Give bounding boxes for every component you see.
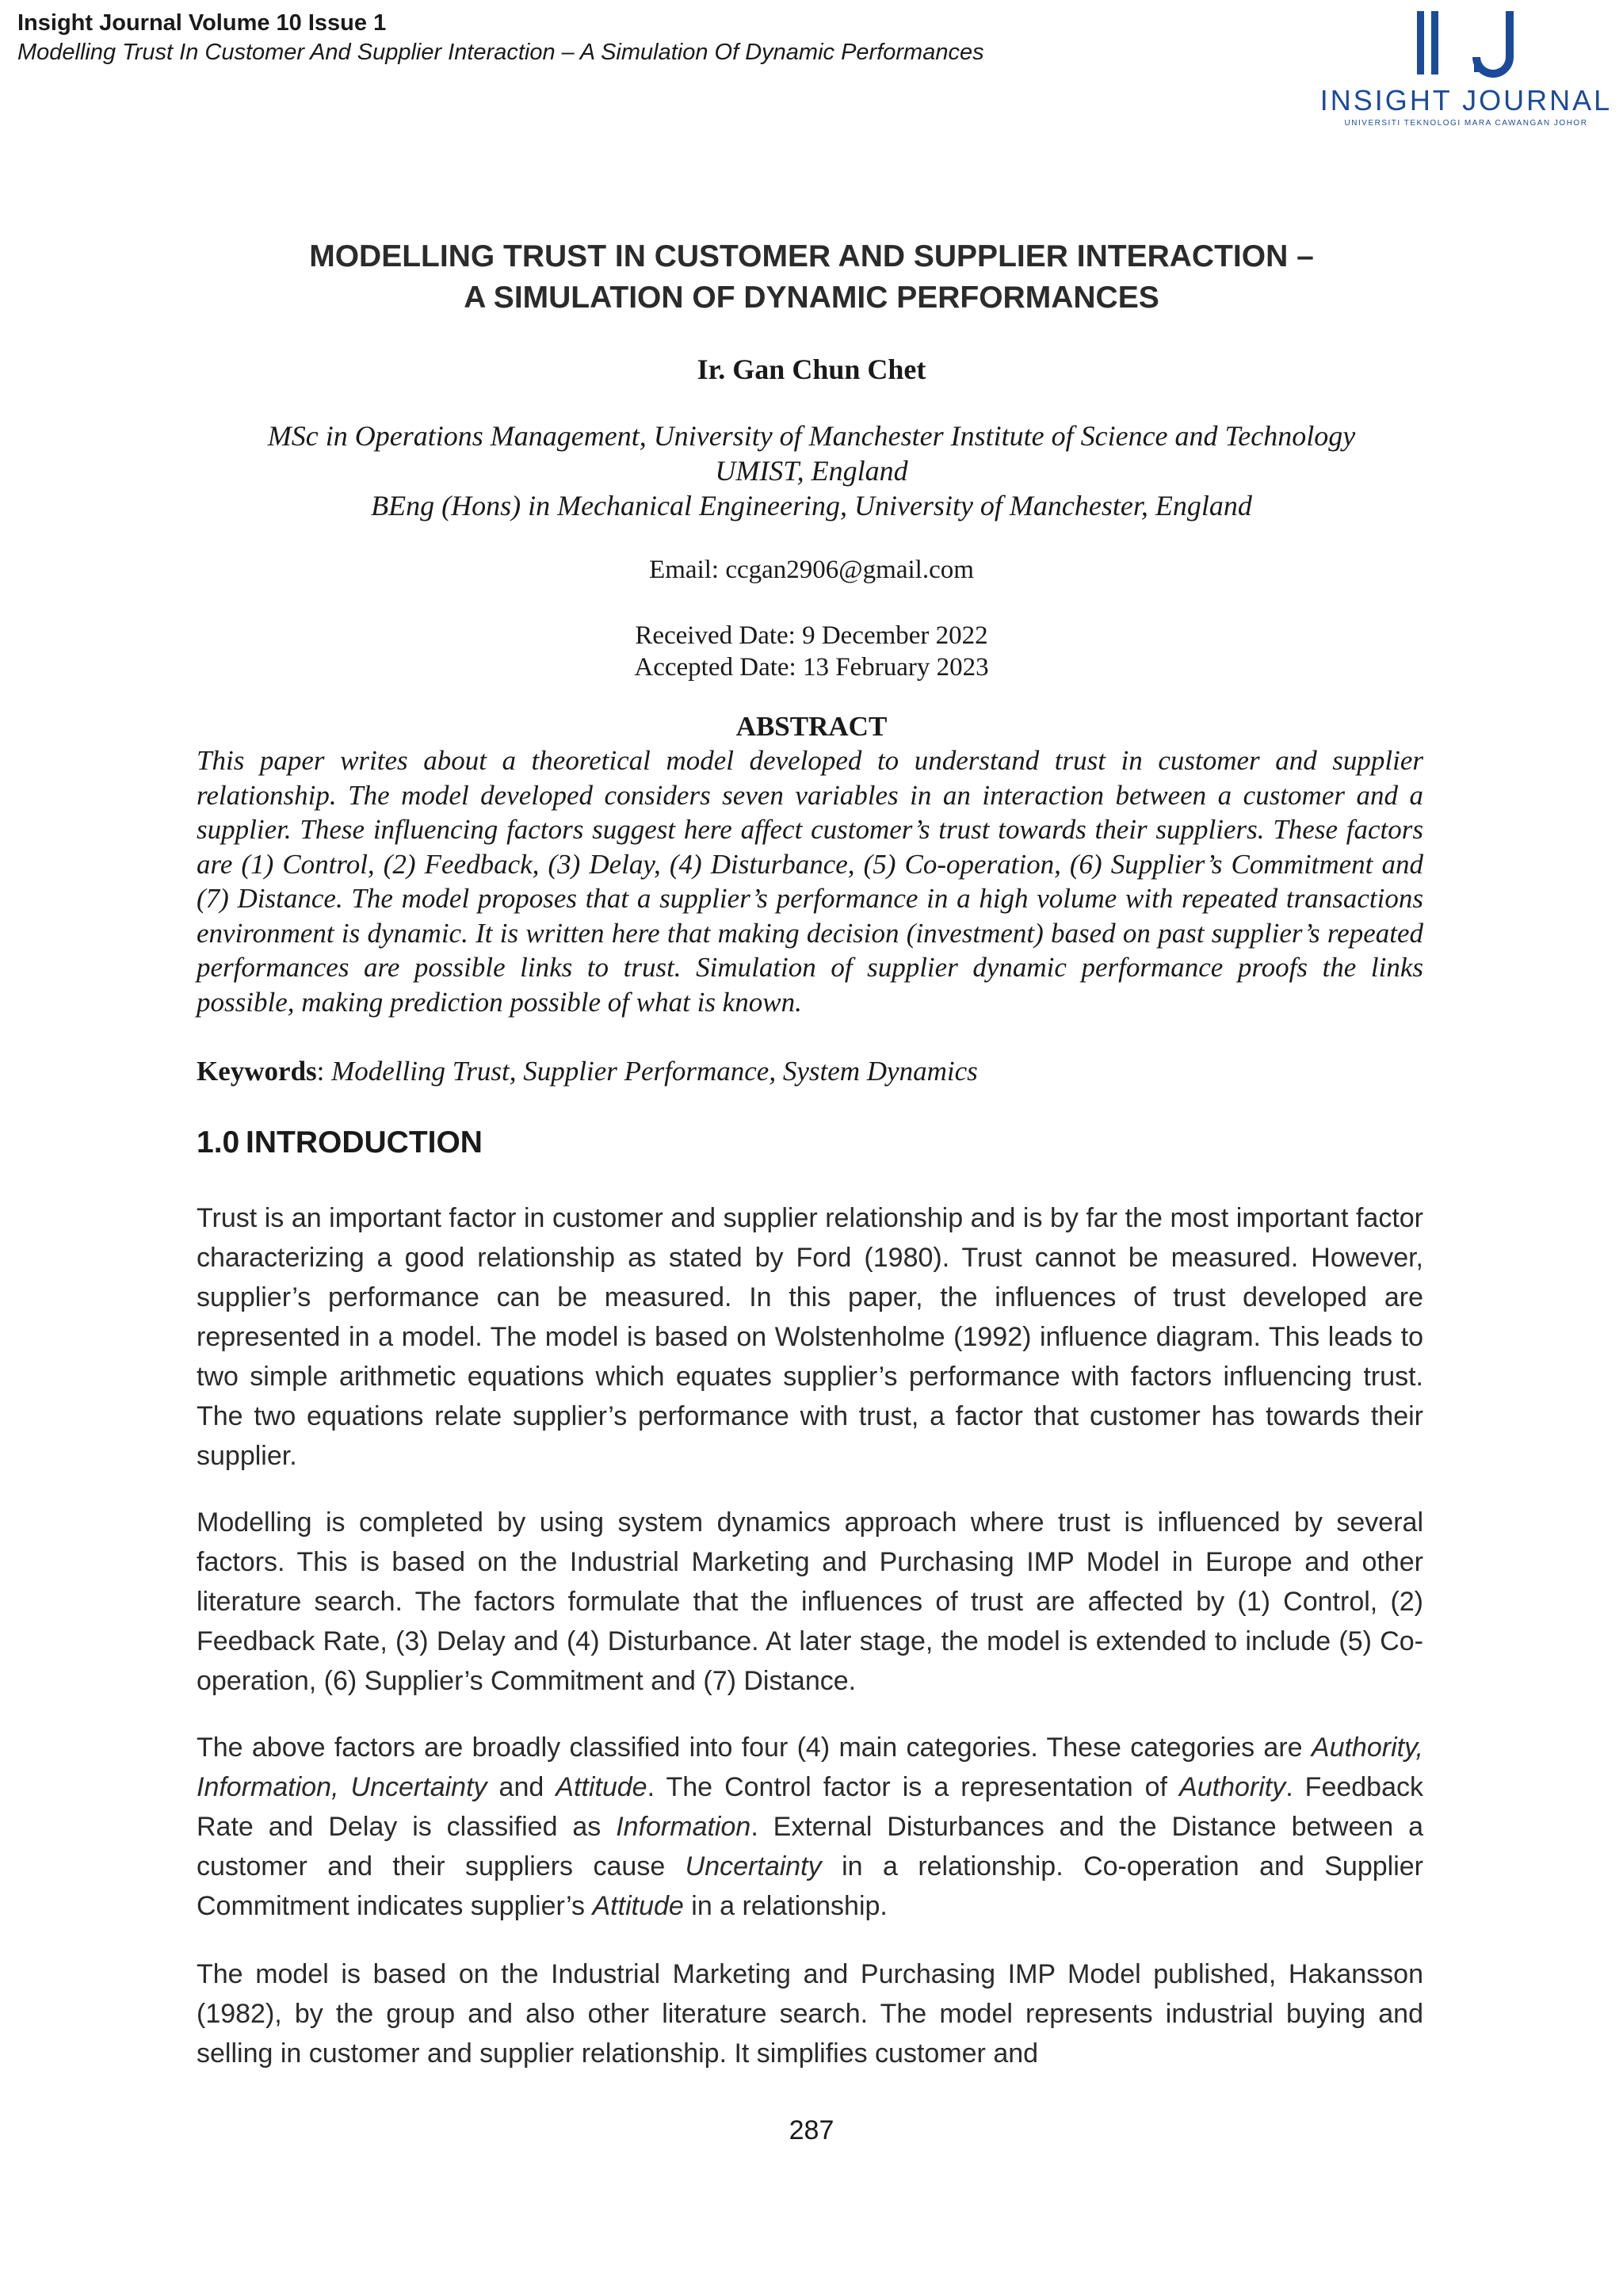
ij-monogram-icon <box>1411 10 1545 82</box>
p3-emphasis: Authority, Information, Uncertainty <box>197 1733 1423 1802</box>
keywords <box>197 1054 1423 1089</box>
keywords-separator: : <box>316 1056 332 1087</box>
logo-tagline: UNIVERSITI TEKNOLOGI MARA CAWANGAN JOHOR <box>1344 119 1588 128</box>
p3-text: . External Disturbances and the Distance between a customer and their suppliers cause <box>197 1812 1423 1881</box>
section-heading <box>197 1124 483 1162</box>
p3-text: . Feedback Rate and Delay is classified as <box>197 1772 1424 1842</box>
p3-emphasis: Authority <box>1179 1772 1286 1802</box>
intro-paragraph-2: Modelling is completed by using system dynamics approach where trust is influenced by several factors. This is based on the Industrial Marketing and Purchasing IMP Model in Europe and other literature search. The factors formulate that the influences of trust are affected by (1) Control, (2) Feedback Rate, (3) Delay and (4) Disturbance. At later stage, the model is extended to include (5) Co-operation, (6) Supplier’s Commitment and (7) Distance. <box>197 1507 1423 1696</box>
insight-journal-logo <box>1316 10 1617 128</box>
p3-emphasis: Uncertainty <box>685 1851 822 1881</box>
title-line-2: A SIMULATION OF DYNAMIC PERFORMANCES <box>464 281 1159 315</box>
author-name: Ir. Gan Chun Chet <box>697 353 926 385</box>
running-header <box>17 8 984 67</box>
p3-emphasis: Attitude <box>592 1891 684 1921</box>
section-title: INTRODUCTION <box>246 1125 483 1159</box>
page-number: 287 <box>789 2115 834 2145</box>
abstract-heading: ABSTRACT <box>735 711 888 742</box>
paper-title <box>0 236 1623 319</box>
author-email: Email: ccgan2906@gmail.com <box>649 556 974 584</box>
p3-emphasis: Attitude <box>556 1772 647 1802</box>
p3-text: and <box>487 1772 556 1802</box>
intro-paragraph-4: The model is based on the Industrial Marketing and Purchasing IMP Model published, Hakansson (1982), by the group and also other literature search. The model represents industrial buying and selling in customer and supplier relationship. It simplifies customer and <box>197 1959 1423 2069</box>
abstract-text: This paper writes about a theoretical model developed to understand trust in customer and supplier relationship. The model developed considers seven variables in an interaction between a customer and a supplier. These influencing factors suggest here affect customer’s trust towards their suppliers. These factors are (1) Control, (2) Feedback, (3) Delay, (4) Disturbance, (5) Co-operation, (6) Supplier’s Commitment and (7) Distance. The model proposes that a supplier’s performance in a high volume with repeated transactions environment is dynamic. It is written here that making decision (investment) based on past supplier’s repeated performances are possible links to trust. Simulation of supplier dynamic performance proofs the links possible, making prediction possible of what is known. <box>197 745 1423 1018</box>
keywords-list: Modelling Trust, Supplier Performance, System Dynamics <box>331 1056 978 1087</box>
logo-wordmark: INSIGHT JOURNAL <box>1319 84 1613 117</box>
affiliation-line-1: MSc in Operations Management, University of Manchester Institute of Science and Technology <box>267 420 1356 452</box>
title-line-1: MODELLING TRUST IN CUSTOMER AND SUPPLIER INTERACTION – <box>309 239 1314 273</box>
affiliation-line-2: UMIST, England <box>715 455 908 487</box>
intro-paragraph-3 <box>197 1728 1423 1926</box>
p3-emphasis: Information <box>616 1812 751 1842</box>
journal-volume: Insight Journal Volume 10 Issue 1 <box>17 10 387 36</box>
submission-dates <box>0 620 1623 683</box>
p3-text: The above factors are broadly classified into four (4) main categories. These categories are <box>197 1733 1312 1763</box>
author-affiliation <box>0 418 1623 523</box>
received-date: Received Date: 9 December 2022 <box>635 621 988 650</box>
running-title: Modelling Trust In Customer And Supplier Interaction – A Simulation Of Dynamic Performances <box>17 40 984 65</box>
p3-text: . The Control factor is a representation of <box>647 1772 1180 1802</box>
affiliation-line-3: BEng (Hons) in Mechanical Engineering, University of Manchester, England <box>371 490 1252 521</box>
section-number: 1.0 <box>197 1125 240 1159</box>
p3-text: in a relationship. Co-operation and Supplier Commitment indicates supplier’s <box>197 1851 1423 1921</box>
intro-paragraph-1: Trust is an important factor in customer and supplier relationship and is by far the most important factor characterizing a good relationship as stated by Ford (1980). Trust cannot be measured. However, supplier’s performance can be measured. In this paper, the influences of trust developed are represented in a model. The model is based on Wolstenholme (1992) influence diagram. This leads to two simple arithmetic equations which equates supplier’s performance with factors influencing trust. The two equations relate supplier’s performance with trust, a factor that customer has towards their supplier. <box>197 1203 1423 1471</box>
p3-text: in a relationship. <box>683 1891 888 1921</box>
accepted-date: Accepted Date: 13 February 2023 <box>634 653 989 682</box>
keywords-label: Keywords <box>197 1056 317 1087</box>
